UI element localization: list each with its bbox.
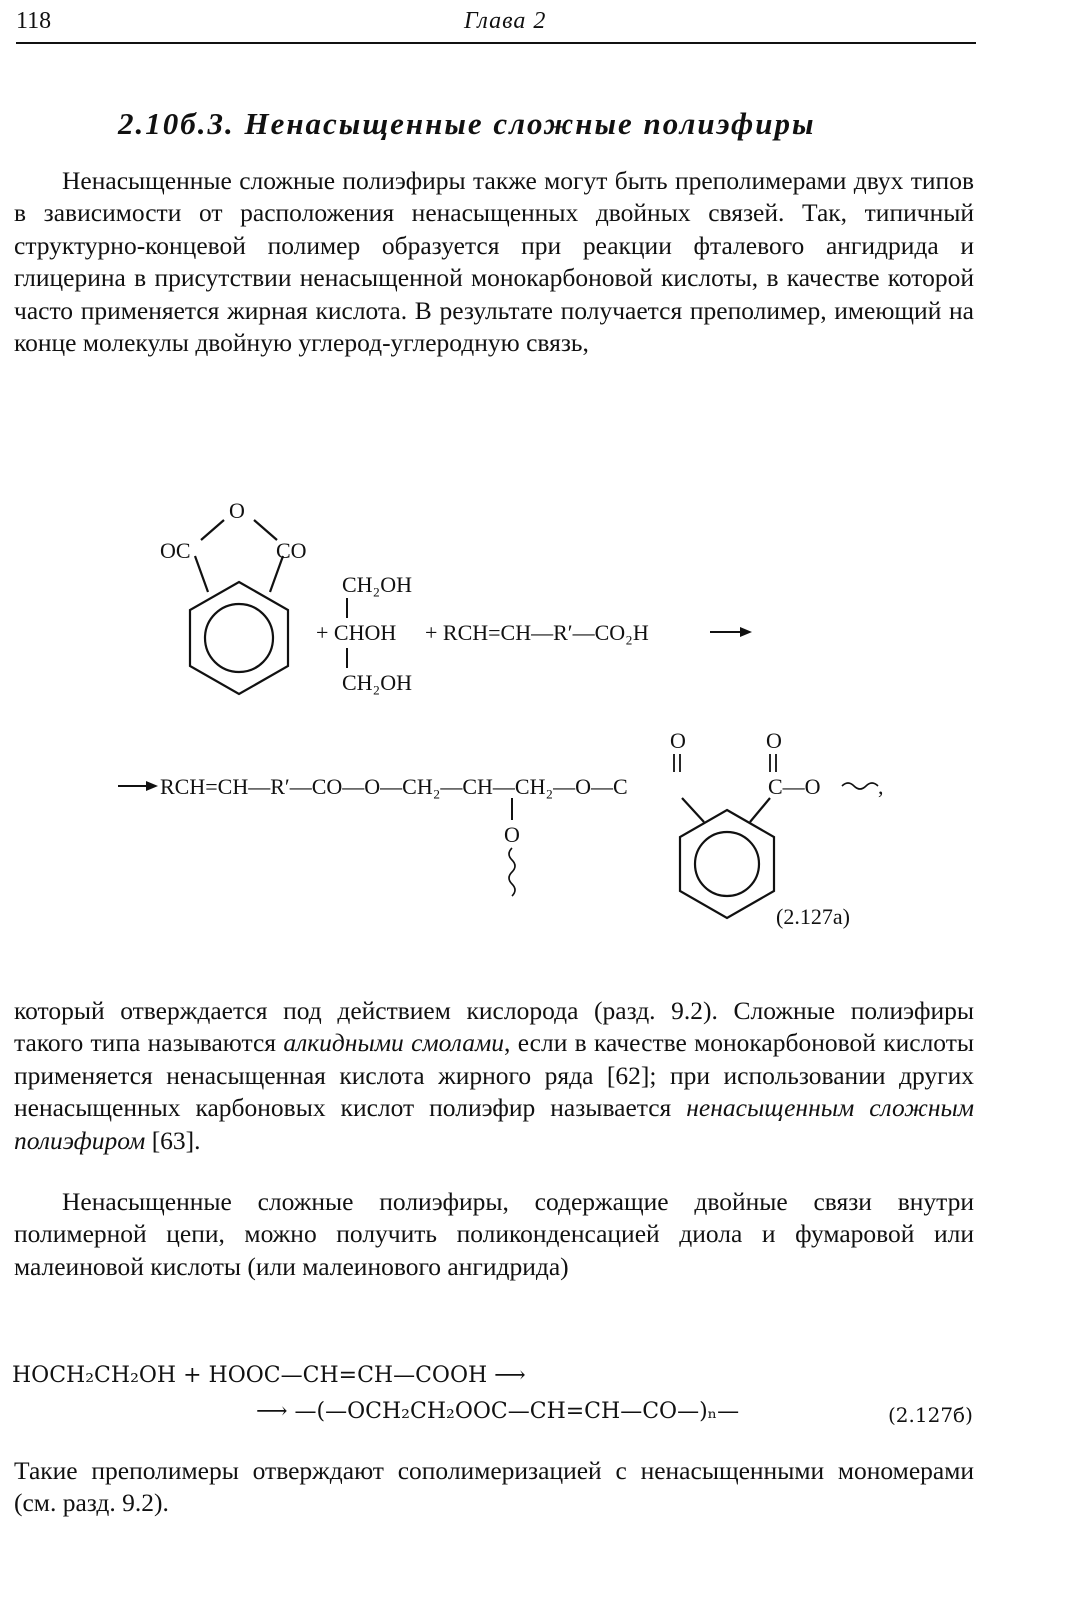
running-header bbox=[16, 8, 976, 44]
equation-label-a: (2.127а) bbox=[776, 904, 850, 929]
wavy-bond-down bbox=[509, 848, 515, 896]
glycerol-bottom: CH₂OH bbox=[342, 670, 413, 695]
page-number: 118 bbox=[16, 8, 52, 34]
product-chain: RCH=CH—R′—CO—O—CH₂—CH—CH₂—O—C bbox=[160, 774, 628, 799]
comma: , bbox=[878, 774, 884, 799]
unsaturated-acid: + RCH=CH—R′—CO₂H bbox=[425, 620, 649, 645]
chapter-title: Глава 2 bbox=[464, 8, 547, 34]
equation-2-127b bbox=[0, 1355, 1078, 1435]
product-benzene-ring bbox=[680, 798, 774, 918]
paragraph-2 bbox=[14, 995, 974, 1157]
paragraph-3-text: Ненасыщенные сложные полиэфиры, содержащие двойные связи внутри полимерной цепи, можно получить поликонденсацией диола и фумаровой или малеиновой кислоты (или малеинового ангидрида) bbox=[14, 1187, 974, 1281]
scheme-a-drawing bbox=[0, 480, 1078, 960]
term-alkyd-resins: алкидными смолами bbox=[283, 1028, 504, 1058]
paragraph-1 bbox=[14, 165, 974, 359]
phthalic-anhydride bbox=[190, 520, 288, 694]
equation-b-line-1: HOCH₂CH₂OH + HOOC—CH=CH—COOH ⟶ bbox=[12, 1363, 526, 1388]
carbonyl-oxygen-right: O bbox=[766, 728, 782, 753]
reaction-scheme-2-127a bbox=[0, 480, 1078, 960]
branch-oxygen: O bbox=[504, 822, 520, 847]
paragraph-4-text: Такие преполимеры отверждают сополимеризацией с ненасыщенными мономерами (см. разд. 9.2). bbox=[14, 1456, 974, 1518]
wavy-bond-right bbox=[842, 783, 878, 789]
equation-b-line-2: ⟶ —(—OCH₂CH₂OOC—CH=CH—CO—)ₙ— bbox=[256, 1399, 740, 1424]
paragraph-2-part-1: который отверждается под действием кислорода (разд. 9.2). Сложные полиэфиры такого типа называются bbox=[14, 996, 974, 1058]
reaction-arrow-2 bbox=[118, 781, 158, 791]
anhydride-left-co: OC bbox=[160, 538, 191, 563]
paragraph-2-text bbox=[14, 995, 974, 1157]
carbonyl-oxygen-left: O bbox=[670, 728, 686, 753]
reaction-arrow-1 bbox=[710, 627, 752, 637]
anhydride-oxygen: O bbox=[229, 498, 245, 523]
paragraph-2-part-2: , если в качестве монокарбоновой кислоты применяется ненасыщенная кислота жирного ряда [62]; при использовании других ненасыщенных карбоновых кислот полиэфир называется bbox=[14, 1028, 974, 1123]
product-right: C—O bbox=[768, 774, 821, 799]
term-unsaturated-polyester: ненасыщенным сложным полиэфиром bbox=[14, 1093, 975, 1155]
glycerol-mid: + CHOH bbox=[316, 620, 397, 645]
paragraph-2-part-3: [63]. bbox=[145, 1125, 201, 1155]
paragraph-3 bbox=[14, 1186, 974, 1283]
header-rule bbox=[16, 42, 976, 44]
anhydride-right-co: CO bbox=[276, 538, 307, 563]
equation-label-b: (2.127б) bbox=[888, 1403, 973, 1427]
glycerol-top: CH₂OH bbox=[342, 572, 413, 597]
section-title: 2.10б.3. Ненасыщенные сложные полиэфиры bbox=[118, 106, 816, 141]
paragraph-1-text: Ненасыщенные сложные полиэфиры также могут быть преполимерами двух типов в зависимости от расположения ненасыщенных двойных связей. Так, типичный структурно-концевой полимер образуется при реакции фталевого ангидрида и глицерина в присутствии ненасыщенной монокарбоновой кислоты, в качестве которой часто применяется жирная кислота. В результате получается преполимер, имеющий на конце молекулы двойную углерод-углеродную связь, bbox=[14, 166, 974, 358]
paragraph-4 bbox=[14, 1455, 974, 1520]
